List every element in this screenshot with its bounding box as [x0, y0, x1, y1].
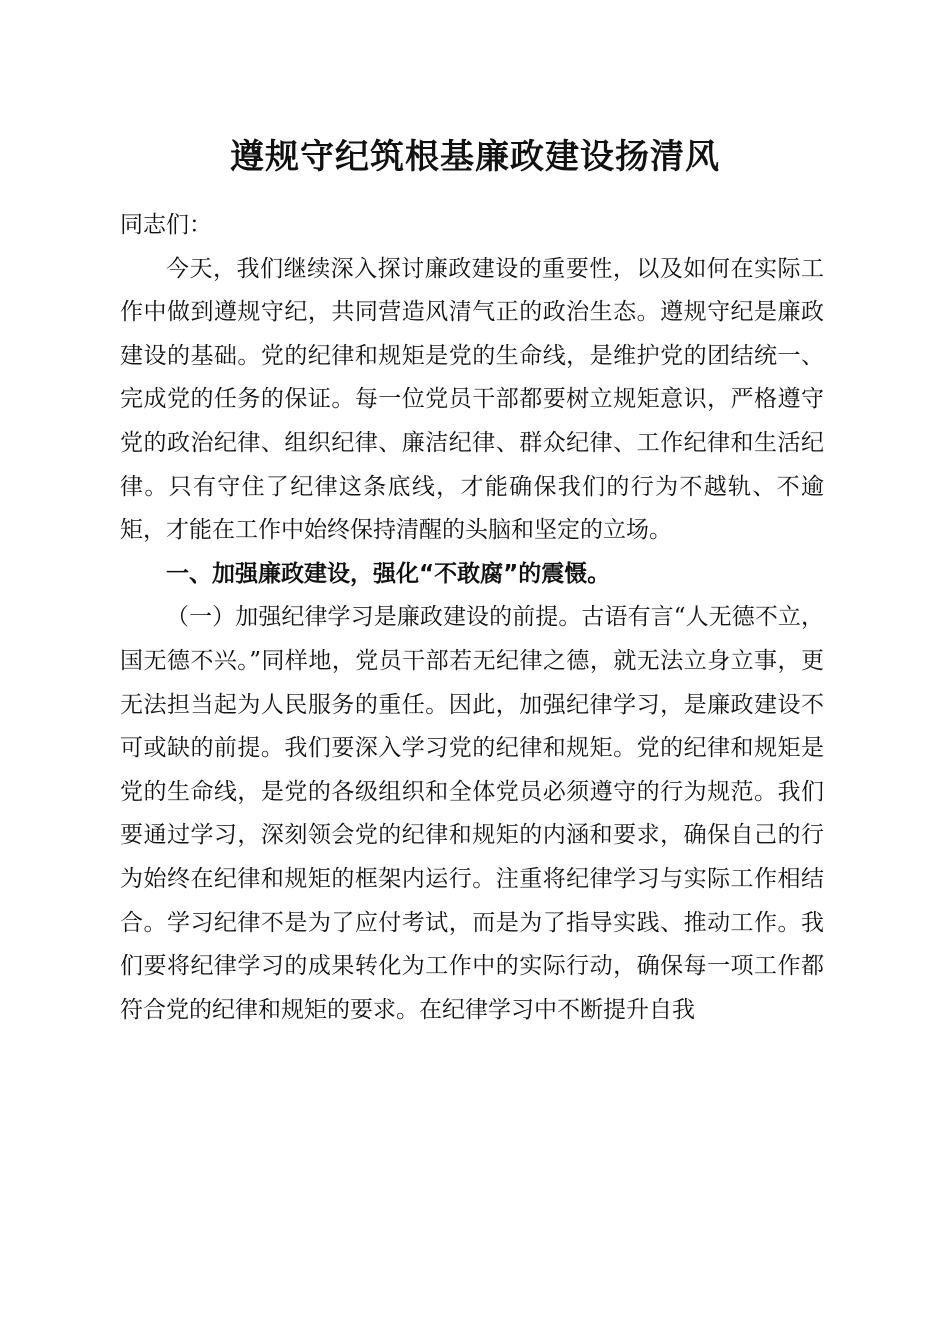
- paragraph-intro: 今天，我们继续深入探讨廉政建设的重要性，以及如何在实际工作中做到遵规守纪，共同营造风清气正的政治生态。遵规守纪是廉政建设的基础。党的纪律和规矩是党的生命线，是维护党的团结统一、完成党的任务的保证。每一位党员干部都要树立规矩意识，严格遵守党的政治纪律、组织纪律、廉洁纪律、群众纪律、工作纪律和生活纪律。只有守住了纪律这条底线，才能确保我们的行为不越轨、不逾矩，才能在工作中始终保持清醒的头脑和坚定的立场。: [120, 255, 824, 544]
- document-title: 遵规守纪筑根基廉政建设扬清风: [230, 137, 720, 177]
- paragraph-1-1: （一）加强纪律学习是廉政建设的前提。古语有言“人无德不立，国无德不兴。”同样地，党员干部若无纪律之德，就无法立身立事，更无法担当起为人民服务的重任。因此，加强纪律学习，是廉政建设不可或缺的前提。我们要深入学习党的纪律和规矩。党的纪律和规矩是党的生命线，是党的各级组织和全体党员必须遵守的行为规范。我们要通过学习，深刻领会党的纪律和规矩的内涵和要求，确保自己的行为始终在纪律和规矩的框架内运行。注重将纪律学习与实际工作相结合。学习纪律不是为了应付考试，而是为了指导实践、推动工作。我们要将纪律学习的成果转化为工作中的实际行动，确保每一项工作都符合党的纪律和规矩的要求。在纪律学习中不断提升自我: [120, 604, 824, 1023]
- salutation: 同志们：: [120, 212, 212, 238]
- section-heading-1: 一、加强廉政建设，强化“不敢腐”的震慑。: [166, 560, 611, 587]
- document-body: [120, 204, 824, 1032]
